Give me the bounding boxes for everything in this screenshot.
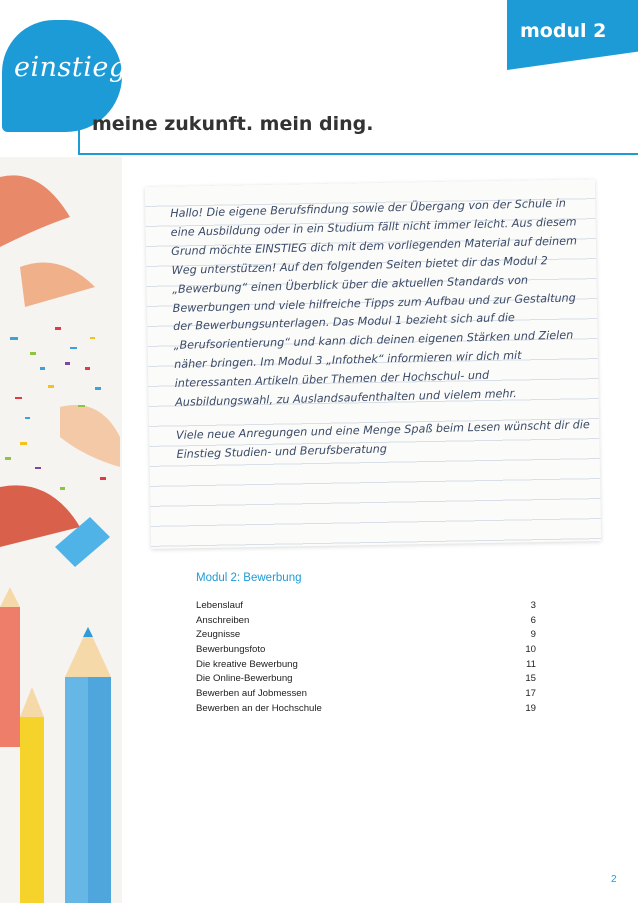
toc-row[interactable] xyxy=(196,628,536,643)
note-text xyxy=(170,194,592,465)
page-number: 2 xyxy=(611,874,617,885)
modul-label: modul 2 xyxy=(520,20,607,42)
toc-label: Lebenslauf xyxy=(196,600,243,611)
toc-page: 3 xyxy=(530,600,536,611)
toc-row[interactable] xyxy=(196,658,536,673)
note-closing: Viele neue Anregungen und eine Menge Spaß beim Lesen wünscht dir die Einstieg Studien- und Berufsberatung xyxy=(175,418,590,461)
toc-page: 6 xyxy=(530,614,536,626)
toc-label: Bewerbungsfoto xyxy=(196,644,266,656)
toc-label: Die Online-Bewerbung xyxy=(196,673,293,685)
toc-label: Bewerben an der Hochschule xyxy=(196,702,322,714)
toc-label: Zeugnisse xyxy=(196,629,241,641)
toc-page: 9 xyxy=(530,629,536,641)
toc-page: 15 xyxy=(525,673,536,685)
toc-label: Anschreiben xyxy=(196,614,250,626)
note-paragraph: Hallo! Die eigene Berufsfindung sowie der Übergang von der Schule in eine Ausbildung oder in ein Studium fällt nicht immer leicht. Aus diesem Grund möchte EINSTIEG dich mit dem vorliegenden Material auf deinem Weg unterstützen! Auf den folgenden Seiten bietet dir das Modul 2 „Bewerbung“ einen Überblick über die aktuellen Standards von Bewerbungen und viele hilfreiche Tipps zum Aufbau und zur Gestaltung der Bewerbungsunterlagen. Das Modul 1 bezieht sich auf die „Berufsorientierung“ und kann dich deinen eigenen Stärken und Zielen näher bringen. Im Modul 3 „Infothek“ informieren wir dich mit interessanten Artikeln über Themen der Hochschul- und Ausbildungswahl, zu Auslandsaufenthalten und vielem mehr. xyxy=(170,196,578,409)
toc-label: Bewerben auf Jobmessen xyxy=(196,688,307,700)
logo: einstieg xyxy=(14,52,127,83)
toc-row[interactable] xyxy=(196,672,536,687)
toc-page: 10 xyxy=(525,644,536,656)
header-divider-vertical xyxy=(78,110,80,155)
toc-page: 11 xyxy=(526,658,536,670)
toc-row[interactable] xyxy=(196,643,536,658)
toc-label: Die kreative Bewerbung xyxy=(196,658,298,670)
toc-page: 19 xyxy=(525,702,536,714)
toc-row[interactable] xyxy=(196,614,536,629)
header-divider xyxy=(78,153,638,155)
table-of-contents xyxy=(196,599,536,717)
toc-row[interactable] xyxy=(196,599,536,614)
toc-page: 17 xyxy=(525,688,536,700)
tagline: meine zukunft. mein ding. xyxy=(92,113,374,135)
toc-row[interactable] xyxy=(196,702,536,717)
toc-row[interactable] xyxy=(196,687,536,702)
colored-pencils-image xyxy=(0,157,122,903)
toc-title: Modul 2: Bewerbung xyxy=(196,572,302,584)
